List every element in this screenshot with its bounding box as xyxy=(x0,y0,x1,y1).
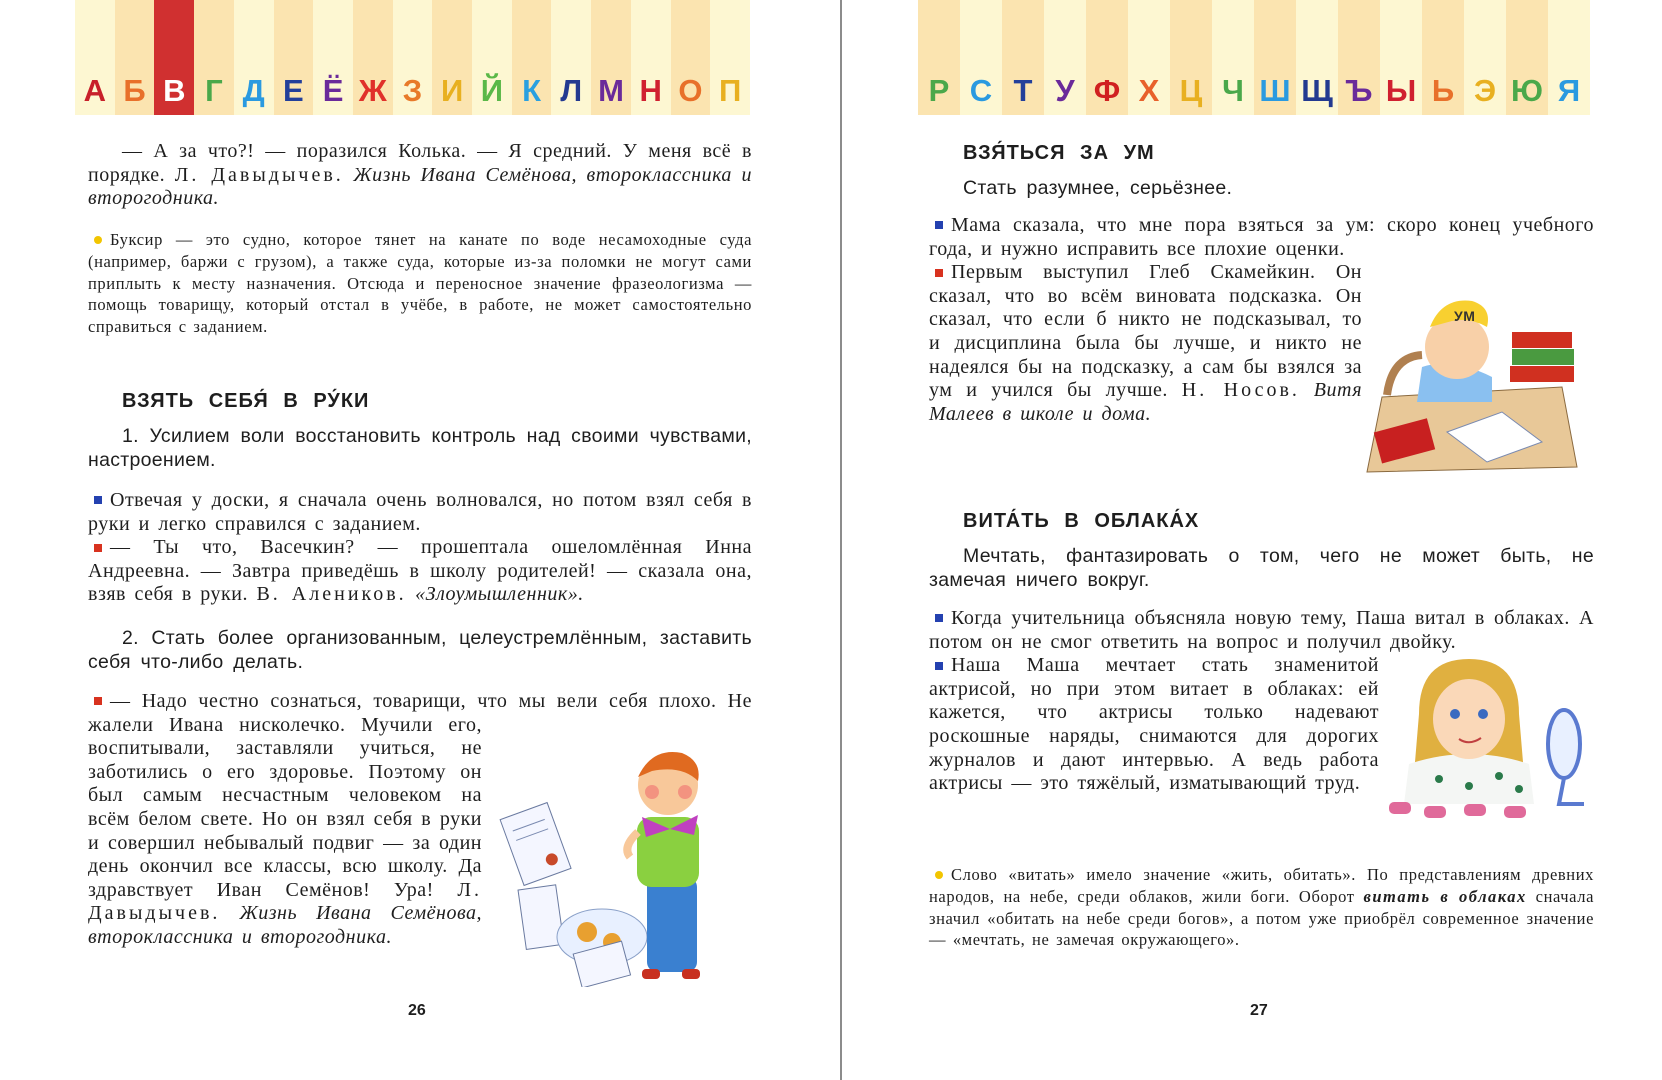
alphabet-letter: З xyxy=(393,0,433,115)
alphabet-letter: Т xyxy=(1002,0,1044,115)
example-block xyxy=(88,489,752,607)
alphabet-letter: П xyxy=(710,0,750,115)
alphabet-letter: Ж xyxy=(353,0,393,115)
alphabet-letter: Й xyxy=(472,0,512,115)
alphabet-strip-right xyxy=(918,0,1590,115)
text-segment: — А за что?! — поразился Колька. — Я средний. У меня всё в порядке. xyxy=(88,140,752,186)
definition-2: 2. Стать более организованным, целеустремлённым, заставить себя что-либо делать. xyxy=(88,627,752,673)
quote-paragraph xyxy=(88,140,752,211)
example-block xyxy=(929,607,1594,824)
alphabet-letter: У xyxy=(1044,0,1086,115)
example-1 xyxy=(929,214,1594,261)
alphabet-letter: Д xyxy=(234,0,274,115)
alphabet-letter: Ю xyxy=(1506,0,1548,115)
alphabet-letter: Ь xyxy=(1422,0,1464,115)
alphabet-letter: М xyxy=(591,0,631,115)
alphabet-letter: Р xyxy=(918,0,960,115)
author-name: Н. Носов. xyxy=(1181,379,1300,402)
alphabet-letter: Я xyxy=(1548,0,1590,115)
idiom-heading: ВЗЯ́ТЬСЯ ЗА УМ xyxy=(963,142,1155,164)
example-3 xyxy=(929,607,1594,654)
text-segment: Наша Маша мечтает стать знаменитой актрисой, но при этом витает в облаках: ей кажется, что актрисы только надевают роскошные наряды, снимаются для дорогих журналов и дают интервью. А ведь работа актрисы — это тяжёлый, изматывающий труд. xyxy=(929,654,1379,795)
definition: Стать разумнее, серьёзнее. xyxy=(963,177,1233,199)
example-2 xyxy=(88,536,752,607)
example-block xyxy=(929,214,1594,477)
text-segment: сначала значил «обитать на небе среди богов», а потом уже приобрёл современное значение — «мечтать, не замечая окружающего». xyxy=(929,886,1594,950)
definition-1: 1. Усилием воли восстановить контроль над своими чувствами, настроением. xyxy=(88,425,752,471)
text-segment: Слово «витать» имело значение «жить, обитать». По представлениям древних народов, на небе, среди облаков, жили боги. Оборот xyxy=(929,865,1594,906)
example-text xyxy=(929,654,1379,794)
definition: Мечтать, фантазировать о том, чего не может быть, не замечая ничего вокруг. xyxy=(929,545,1594,591)
alphabet-letter: С xyxy=(960,0,1002,115)
alphabet-letter: А xyxy=(75,0,115,115)
text-segment: Первым выступил Глеб Скамейкин. Он сказал, что во всём виновата подсказка. Он сказал, что если б никто не подсказывал, то и дисциплина была бы лучше, и никто не надеялся бы на подсказку, а сам бы взялся за ум и учился бы лучше. xyxy=(929,261,1362,402)
alphabet-letter: Ш xyxy=(1254,0,1296,115)
alphabet-letter: Б xyxy=(115,0,155,115)
text-segment xyxy=(220,902,239,924)
text-segment: Мама сказала, что мне пора взяться за ум: скоро конец учебного года, и нужно исправить все плохие оценки. xyxy=(929,214,1594,260)
note-text xyxy=(929,865,1594,949)
text-segment xyxy=(1300,379,1314,401)
red-square-marker-icon xyxy=(935,269,943,277)
etymology-note xyxy=(88,229,752,338)
source-title: «Злоумышленник». xyxy=(415,583,584,606)
boy-with-papers-illustration xyxy=(482,737,752,987)
alphabet-letter: Ф xyxy=(1086,0,1128,115)
blue-square-marker-icon xyxy=(935,614,943,622)
page-spine-divider xyxy=(840,0,842,1080)
alphabet-letter: Ё xyxy=(313,0,353,115)
text-segment: Когда учительница объясняла новую тему, Паша витал в облаках. А потом он не смог ответить на вопрос и получил двойку. xyxy=(929,607,1594,653)
alphabet-letter: Г xyxy=(194,0,234,115)
text-segment: — Ты что, Васечкин? — прошептала ошеломлённая Инна Андреевна. — Завтра приведёшь в школу родителей! — сказала она, взяв себя в руки. xyxy=(88,536,752,606)
example-3 xyxy=(88,690,752,987)
page-number-left: 26 xyxy=(408,1002,426,1019)
example-text xyxy=(929,214,1594,260)
example-2 xyxy=(929,261,1594,426)
text-segment: — Надо честно сознаться, товарищи, что мы вели себя плохо. Не жалели Ивана нисколечко. Мучили его, воспитывали, заставляли учиться, не заботились о его здоровье. Поэтому он был самым несчастным человеком на всём белом свете. Но он взял себя в руки и совершил небывалый подвиг — за один день окончил все классы, всю школу. Да здравствует Иван Семёнов! Ура! xyxy=(88,690,752,901)
alphabet-strip-left xyxy=(75,0,750,115)
example-text xyxy=(88,536,752,605)
blue-square-marker-icon xyxy=(935,662,943,670)
alphabet-letter: Ъ xyxy=(1338,0,1380,115)
example-4 xyxy=(929,654,1594,796)
source-title: Витя Малеев в школе и дома. xyxy=(929,379,1362,425)
author-name: Л. Давыдычев. xyxy=(88,878,482,925)
example-text xyxy=(929,607,1594,653)
author-name: В. Алеников. xyxy=(256,583,407,606)
um-label: УМ xyxy=(1454,308,1476,325)
alphabet-letter: О xyxy=(671,0,711,115)
text-segment: Буксир — это судно, которое тянет на канате по воде несамоходные суда (например, баржи с грузом), а также суда, которые из-за поломки не могут сами приплыть к месту назначения. Отсюда и переносное значение фразеологизма — помощь товарищу, который отстал в учёбе, в работе, не может самостоятельно справиться с заданием. xyxy=(88,230,752,337)
alphabet-letter: К xyxy=(512,0,552,115)
boy-at-desk-illustration xyxy=(1362,277,1594,477)
example-text xyxy=(929,261,1362,425)
page-number-right: 27 xyxy=(1250,1002,1268,1019)
alphabet-letter: Щ xyxy=(1296,0,1338,115)
red-square-marker-icon xyxy=(94,697,102,705)
text-segment: Отвечая у доски, я сначала очень волновался, но потом взял себя в руки и легко справился с заданием. xyxy=(88,489,752,535)
example-text xyxy=(88,489,752,535)
alphabet-letter: Е xyxy=(274,0,314,115)
alphabet-letter: Х xyxy=(1128,0,1170,115)
example-1 xyxy=(88,489,752,536)
etymology-note xyxy=(929,864,1594,951)
yellow-dot-marker-icon xyxy=(935,871,943,879)
alphabet-letter: Ч xyxy=(1212,0,1254,115)
source-title: Жизнь Ивана Семёнова, второклассника и второгодника. xyxy=(88,902,482,948)
alphabet-letter: Ц xyxy=(1170,0,1212,115)
alphabet-letter: Л xyxy=(551,0,591,115)
red-square-marker-icon xyxy=(94,544,102,552)
author-name: Л. Давыдычев. xyxy=(174,163,344,186)
text-segment xyxy=(344,164,354,186)
alphabet-letter: Н xyxy=(631,0,671,115)
girl-dreaming-illustration xyxy=(1379,654,1594,824)
yellow-dot-marker-icon xyxy=(94,236,102,244)
idiom-heading: ВИТА́ТЬ В ОБЛАКА́Х xyxy=(963,510,1200,532)
alphabet-letter: Э xyxy=(1464,0,1506,115)
blue-square-marker-icon xyxy=(935,221,943,229)
text-segment xyxy=(407,583,416,605)
note-text xyxy=(88,230,752,336)
alphabet-letter-current: В xyxy=(154,0,194,115)
blue-square-marker-icon xyxy=(94,496,102,504)
alphabet-letter: И xyxy=(432,0,472,115)
source-title: Жизнь Ивана Семёнова, второклассника и второгодника. xyxy=(88,163,752,210)
idiom-heading: ВЗЯТЬ СЕБЯ́ В РУ́КИ xyxy=(122,390,370,412)
source-title: витать в облаках xyxy=(1363,886,1527,906)
alphabet-letter: Ы xyxy=(1380,0,1422,115)
